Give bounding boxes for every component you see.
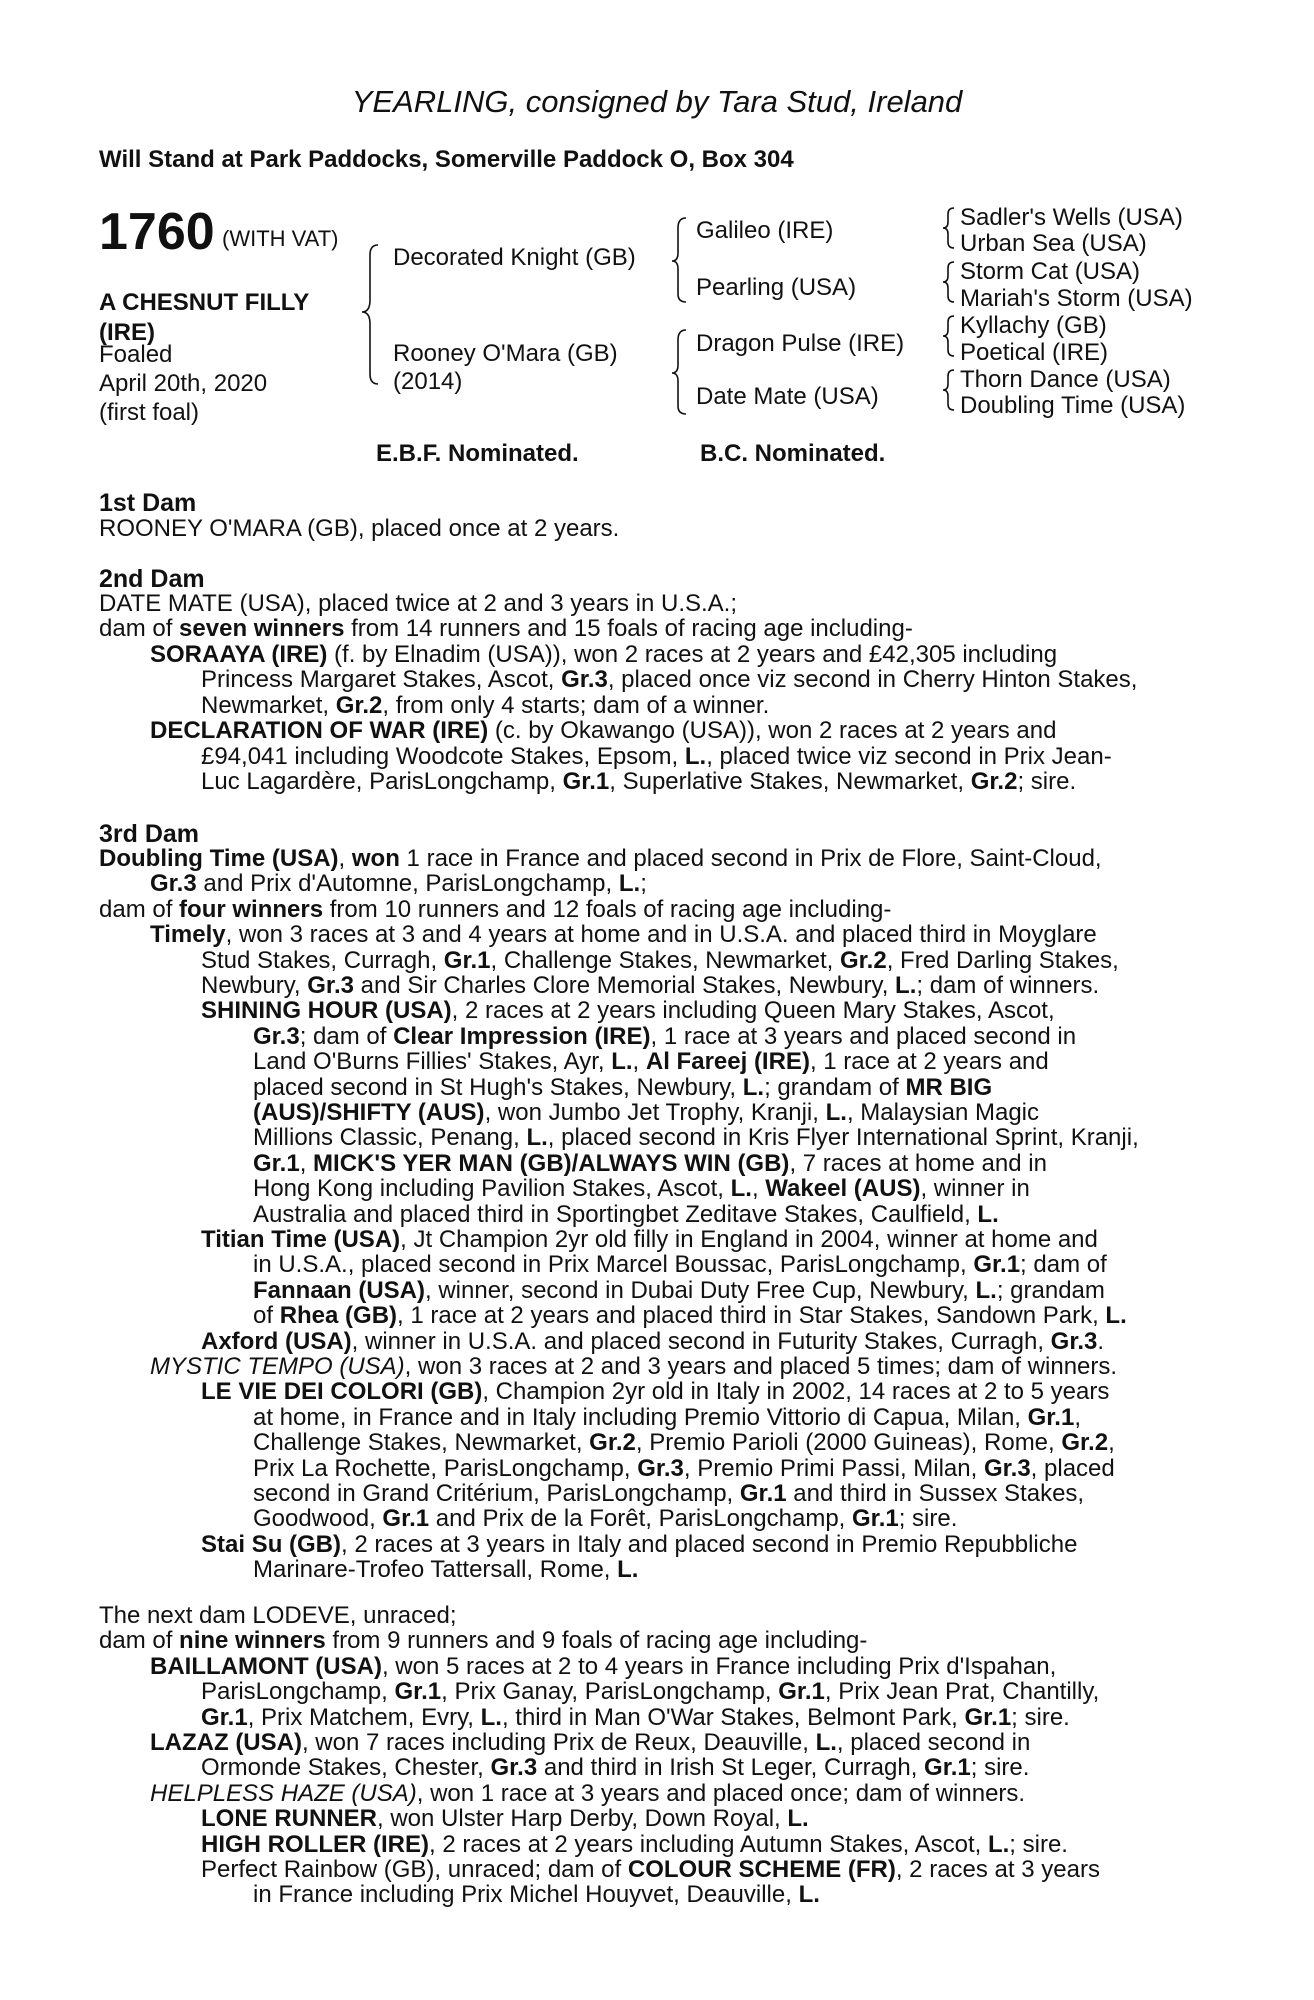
pedigree-dam-year: (2014) <box>393 368 463 395</box>
next-dam-line: Gr.1, Prix Matchem, Evry, L., third in Man O'War Stakes, Belmont Park, Gr.1; sire. <box>201 1703 1070 1731</box>
stand-location: Will Stand at Park Paddocks, Somerville Paddock O, Box 304 <box>99 146 794 173</box>
third-dam-line: in U.S.A., placed second in Prix Marcel Boussac, ParisLongchamp, Gr.1; dam of <box>253 1251 1107 1279</box>
pedigree-g3-2: Urban Sea (USA) <box>960 230 1147 257</box>
bc-nominated: B.C. Nominated. <box>700 440 886 467</box>
third-dam-line: second in Grand Critérium, ParisLongchamp, Gr.1 and third in Sussex Stakes, <box>253 1480 1085 1507</box>
third-dam-line: Stud Stakes, Curragh, Gr.1, Challenge Stakes, Newmarket, Gr.2, Fred Darling Stakes, <box>201 946 1119 974</box>
third-dam-line: Hong Kong including Pavilion Stakes, Ascot, L., Wakeel (AUS), winner in <box>253 1175 1030 1203</box>
progeny-line: Newmarket, Gr.2, from only 4 starts; dam of a winner. <box>201 692 770 719</box>
progeny-line: Princess Margaret Stakes, Ascot, Gr.3, placed once viz second in Cherry Hinton Stakes, <box>201 666 1138 693</box>
third-dam-line: Timely, won 3 races at 3 and 4 years at home and in U.S.A. and placed third in Moyglare <box>150 921 1097 949</box>
third-dam-line: Challenge Stakes, Newmarket, Gr.2, Premio Parioli (2000 Guineas), Rome, Gr.2, <box>253 1429 1115 1457</box>
third-dam-line: LE VIE DEI COLORI (GB), Champion 2yr old in Italy in 2002, 14 races at 2 to 5 years <box>201 1378 1110 1406</box>
third-dam-line: Stai Su (GB), 2 races at 3 years in Italy and placed second in Premio Repubbliche <box>201 1530 1078 1558</box>
third-dam-line: Gr.3; dam of Clear Impression (IRE), 1 race at 3 years and placed second in <box>253 1022 1077 1050</box>
pedigree-g3-7: Thorn Dance (USA) <box>960 366 1171 393</box>
third-dam-heading: 3rd Dam <box>99 820 200 848</box>
lot-number: 1760 <box>99 203 215 261</box>
third-dam-line: (AUS)/SHIFTY (AUS), won Jumbo Jet Trophy, Kranji, L., Malaysian Magic <box>253 1099 1040 1126</box>
third-dam-line: Gr.1, MICK'S YER MAN (GB)/ALWAYS WIN (GB), 7 races at home and in <box>253 1149 1047 1177</box>
lot-sex: A CHESNUT FILLY <box>99 289 310 316</box>
pedigree-g3-6: Poetical (IRE) <box>960 339 1109 366</box>
third-dam-line: Doubling Time (USA), won 1 race in France and placed second in Prix de Flore, Saint-Cloud, <box>99 845 1102 872</box>
next-dam-line: LAZAZ (USA), won 7 races including Prix de Reux, Deauville, L., placed second in <box>150 1729 1031 1756</box>
pedigree-g3-5: Kyllachy (GB) <box>960 312 1107 339</box>
next-dam-line: dam of nine winners from 9 runners and 9 foals of racing age including- <box>99 1627 868 1655</box>
second-dam-line: DATE MATE (USA), placed twice at 2 and 3 years in U.S.A.; <box>99 590 738 617</box>
foaled-label: Foaled <box>99 341 173 368</box>
foaled-date: April 20th, 2020 <box>99 370 268 397</box>
pedigree-sire: Decorated Knight (GB) <box>393 244 636 271</box>
foal-note: (first foal) <box>99 399 200 426</box>
third-dam-line: dam of four winners from 10 runners and 12 foals of racing age including- <box>99 895 892 923</box>
vat-note: (WITH VAT) <box>222 226 339 251</box>
third-dam-line: Fannaan (USA), winner, second in Dubai Duty Free Cup, Newbury, L.; grandam <box>253 1276 1105 1304</box>
third-dam-line: Newbury, Gr.3 and Sir Charles Clore Memorial Stakes, Newbury, L.; dam of winners. <box>201 972 1100 999</box>
pedigree-sire-sire: Galileo (IRE) <box>696 217 834 244</box>
third-dam-line: placed second in St Hugh's Stakes, Newbury, L.; grandam of MR BIG <box>253 1073 993 1101</box>
second-dam-heading: 2nd Dam <box>99 565 205 593</box>
pedigree-g3-1: Sadler's Wells (USA) <box>960 204 1183 231</box>
third-dam-line: Australia and placed third in Sportingbet Zeditave Stakes, Caulfield, L. <box>253 1200 999 1228</box>
third-dam-line: Marinare-Trofeo Tattersall, Rome, L. <box>253 1556 639 1584</box>
third-dam-line: Titian Time (USA), Jt Champion 2yr old filly in England in 2004, winner at home and <box>201 1226 1098 1253</box>
pedigree-dam: Rooney O'Mara (GB) <box>393 340 618 367</box>
horse-name: SORAAYA (IRE) <box>150 641 328 668</box>
next-dam-line: LONE RUNNER, won Ulster Harp Derby, Down Royal, L. <box>201 1805 809 1833</box>
pedigree-sire-dam: Pearling (USA) <box>696 274 857 301</box>
third-dam-line: of Rhea (GB), 1 race at 2 years and placed third in Star Stakes, Sandown Park, L. <box>253 1302 1127 1330</box>
next-dam-line: HIGH ROLLER (IRE), 2 races at 2 years including Autumn Stakes, Ascot, L.; sire. <box>201 1830 1068 1858</box>
ebf-nominated: E.B.F. Nominated. <box>376 440 579 467</box>
third-dam-line: Millions Classic, Penang, L., placed second in Kris Flyer International Sprint, Kranji, <box>253 1124 1139 1152</box>
third-dam-line: MYSTIC TEMPO (USA), won 3 races at 2 and 3 years and placed 5 times; dam of winners. <box>150 1353 1118 1380</box>
next-dam-line: BAILLAMONT (USA), won 5 races at 2 to 4 years in France including Prix d'Ispahan, <box>150 1652 1057 1680</box>
next-dam-line: HELPLESS HAZE (USA), won 1 race at 3 years and placed once; dam of winners. <box>150 1779 1026 1807</box>
pedigree-g3-8: Doubling Time (USA) <box>960 392 1186 419</box>
third-dam-line: SHINING HOUR (USA), 2 races at 2 years including Queen Mary Stakes, Ascot, <box>201 997 1055 1025</box>
horse-name: DECLARATION OF WAR (IRE) <box>150 717 489 744</box>
next-dam-line: in France including Prix Michel Houyvet, Deauville, L. <box>253 1881 820 1909</box>
third-dam-line: at home, in France and in Italy including Premio Vittorio di Capua, Milan, Gr.1, <box>253 1403 1081 1431</box>
next-dam-line: Ormonde Stakes, Chester, Gr.3 and third in Irish St Leger, Curragh, Gr.1; sire. <box>201 1754 1030 1782</box>
catalogue-heading: YEARLING, consigned by Tara Stud, Ireland <box>351 84 963 119</box>
progeny-line: Luc Lagardère, ParisLongchamp, Gr.1, Superlative Stakes, Newmarket, Gr.2; sire. <box>201 768 1077 795</box>
pedigree-dam-dam: Date Mate (USA) <box>696 383 879 410</box>
pedigree-dam-sire: Dragon Pulse (IRE) <box>696 330 905 357</box>
second-dam-produce-line: dam of seven winners from 14 runners and 15 foals of racing age including- <box>99 615 913 642</box>
third-dam-line: Axford (USA), winner in U.S.A. and placed second in Futurity Stakes, Curragh, Gr.3. <box>201 1327 1105 1355</box>
next-dam-line: ParisLongchamp, Gr.1, Prix Ganay, ParisLongchamp, Gr.1, Prix Jean Prat, Chantilly, <box>201 1678 1100 1706</box>
next-dam-line: Perfect Rainbow (GB), unraced; dam of COLOUR SCHEME (FR), 2 races at 3 years <box>201 1856 1100 1883</box>
progeny-line: SORAAYA (IRE) (f. by Elnadim (USA)), won 2 races at 2 years and £42,305 including <box>150 641 1058 668</box>
next-dam-line: The next dam LODEVE, unraced; <box>99 1602 457 1629</box>
third-dam-line: Land O'Burns Fillies' Stakes, Ayr, L., Al Fareej (IRE), 1 race at 2 years and <box>253 1048 1049 1076</box>
pedigree-g3-4: Mariah's Storm (USA) <box>960 285 1193 312</box>
third-dam-line: Gr.3 and Prix d'Automne, ParisLongchamp, L.; <box>150 870 647 898</box>
lot-breed: (IRE) <box>99 319 155 346</box>
first-dam-text: ROONEY O'MARA (GB), placed once at 2 years. <box>99 515 620 542</box>
third-dam-line: Prix La Rochette, ParisLongchamp, Gr.3, Premio Primi Passi, Milan, Gr.3, placed <box>253 1454 1115 1482</box>
progeny-line: £94,041 including Woodcote Stakes, Epsom, L., placed twice viz second in Prix Jean- <box>201 743 1112 770</box>
progeny-line: DECLARATION OF WAR (IRE) (c. by Okawango (USA)), won 2 races at 2 years and <box>150 717 1057 744</box>
pedigree-g3-3: Storm Cat (USA) <box>960 258 1141 285</box>
first-dam-heading: 1st Dam <box>99 489 197 517</box>
third-dam-line: Goodwood, Gr.1 and Prix de la Forêt, ParisLongchamp, Gr.1; sire. <box>253 1505 958 1533</box>
